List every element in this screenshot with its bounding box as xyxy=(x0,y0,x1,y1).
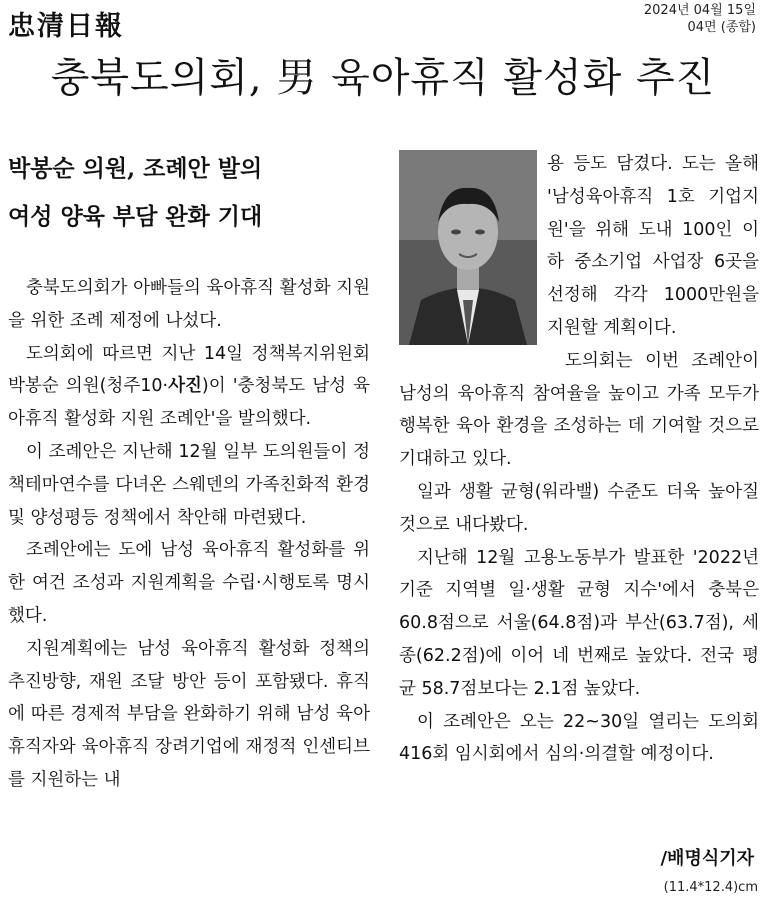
article-right-column xyxy=(399,148,759,771)
paragraph: 일과 생활 균형(워라밸) 수준도 더욱 높아질 것으로 내다봤다. xyxy=(399,481,759,535)
text-run: )이 '충청북도 남성 육아휴직 활성화 지원 조례안'을 발의했다. xyxy=(8,376,370,430)
paragraph: 충북도의회가 아빠들의 육아휴직 활성화 지원을 위한 조례 제정에 나섰다. xyxy=(8,278,370,331)
paragraph: 이 조례안은 오는 22~30일 열리는 도의회 416회 임시회에서 심의·의결할 예정이다. xyxy=(399,711,759,765)
portrait-photo xyxy=(399,150,537,345)
page-section: 04면 (종합) xyxy=(687,20,756,35)
paragraph: 용 등도 담겼다. 도는 올해 '남성육아휴직 1호 기업지원'을 위해 도내 100인 이하 중소기업 사업장 6곳을 선정해 각각 1000만원을 지원할 계획이다. xyxy=(547,154,759,338)
paragraph: 지난해 12월 고용노동부가 발표한 '2022년 기준 지역별 일·생활 균형 지수'에서 충북은 60.8점으로 서울(64.8점)과 부산(63.7점), 세종(62.2점)에 이어 네 번째로 높았다. 전국 평균 58.7점보다는 2.1점 높았다. xyxy=(399,547,759,699)
subheadline-1: 박봉순 의원, 조례안 발의 xyxy=(8,155,263,182)
article-left-column xyxy=(8,272,370,797)
publication-date: 2024년 04월 15일 xyxy=(643,3,756,18)
newspaper-masthead: 忠清日報 xyxy=(8,11,124,42)
paragraph: 지원계획에는 남성 육아휴직 활성화 정책의 추진방향, 재원 조달 방안 등이 포함됐다. 휴직에 따른 경제적 부담을 완화하기 위해 남성 육아휴직자와 육아휴직 장려기업에 재정적 인센티브를 지원하는 내 xyxy=(8,638,370,790)
text-run: 도의회에 따르면 지난 14일 정책복지위원회 박봉순 의원(청주10· xyxy=(8,343,370,397)
photo-reference: 사진 xyxy=(168,376,202,397)
paragraph: 조례안에는 도에 남성 육아휴직 활성화를 위한 여건 조성과 지원계획을 수립·시행토록 명시했다. xyxy=(8,540,370,626)
subheadline-2: 여성 양육 부담 완화 기대 xyxy=(8,203,263,230)
paragraph: 도의회는 이번 조례안이 남성의 육아휴직 참여율을 높이고 가족 모두가 행복한 육아 환경을 조성하는 데 기여할 것으로 기대하고 있다. xyxy=(399,350,759,470)
paragraph xyxy=(8,338,370,436)
headline: 충북도의회, 男 육아휴직 활성화 추진 xyxy=(50,55,716,101)
article-meta xyxy=(644,2,756,36)
clipping-size: (11.4*12.4)cm xyxy=(663,880,758,895)
paragraph: 이 조례안은 지난해 12월 일부 도의원들이 정책테마연수를 다녀온 스웨덴의 가족친화적 환경 및 양성평등 정책에서 착안해 마련됐다. xyxy=(8,441,370,528)
portrait-photo-icon xyxy=(399,150,537,345)
byline: /배명식기자 xyxy=(660,848,754,869)
